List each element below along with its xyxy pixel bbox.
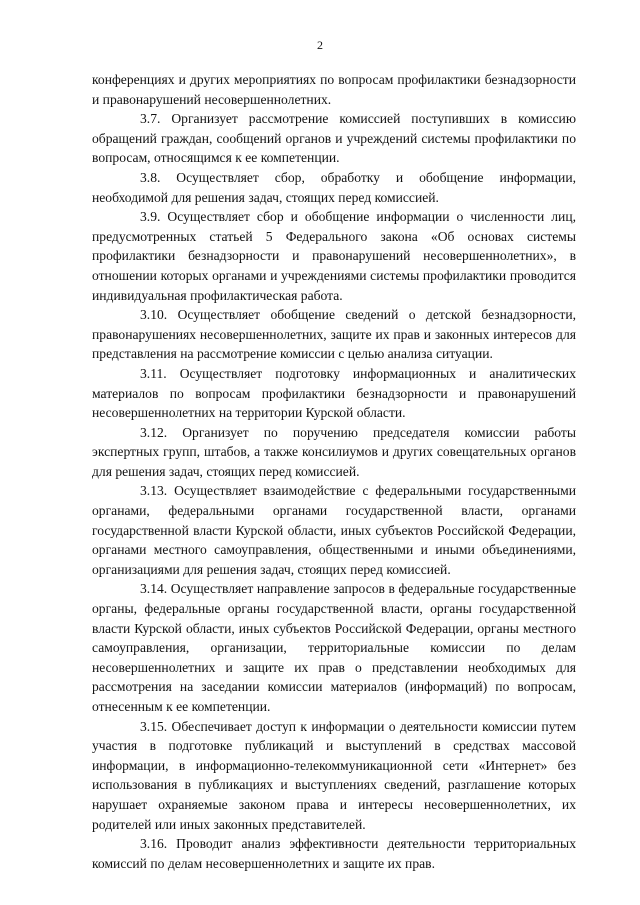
paragraph-continued: конференциях и других мероприятиях по вопросам профилактики безнадзорности и правонарушений несовершеннолетних. [92, 72, 576, 107]
page-number: 2 [317, 38, 323, 52]
paragraph-3-10: 3.10. Осуществляет обобщение сведений о детской безнадзорности, правонарушениях несовершеннолетних, защите их прав и законных интересов для представления на рассмотрение комиссии с целью анализа ситуации. [92, 307, 576, 362]
document-body [92, 70, 576, 873]
paragraph-3-13: 3.13. Осуществляет взаимодействие с федеральными государственными органами, федеральными органами государственной власти, органами государственной власти Курской области, иных субъектов Российской Федерации, органами местного самоуправления, общественными и иными объединениями, организациями для решения задач, стоящих перед комиссией. [92, 483, 576, 577]
paragraph-3-16: 3.16. Проводит анализ эффективности деятельности территориальных комиссий по делам несовершеннолетних и защите их прав. [92, 836, 576, 871]
paragraph-3-8: 3.8. Осуществляет сбор, обработку и обобщение информации, необходимой для решения задач, стоящих перед комиссией. [92, 169, 576, 205]
paragraph-3-9: 3.9. Осуществляет сбор и обобщение информации о численности лиц, предусмотренных статьей 5 Федерального закона «Об основах системы профилактики безнадзорности и правонарушений несовершеннолетних», в отношении которых органами и учреждениями системы профилактики проводится индивидуальная профилактическая работа. [92, 209, 576, 303]
paragraph-3-14: 3.14. Осуществляет направление запросов в федеральные государственные органы, федеральные органы государственной власти, органы государственной власти Курской области, иных субъектов Российской Федерации, органы местного самоуправления, организации, территориальные комиссии по делам несовершеннолетних и защите их прав о представлении необходимых для рассмотрения на заседании комиссии материалов (информаций) по вопросам, отнесенным к ее компетенции. [92, 581, 576, 714]
paragraph-3-7: 3.7. Организует рассмотрение комиссией поступивших в комиссию обращений граждан, сообщений органов и учреждений системы профилактики по вопросам, относящимся к ее компетенции. [92, 111, 576, 166]
paragraph-3-15: 3.15. Обеспечивает доступ к информации о деятельности комиссии путем участия в подготовке публикаций и выступлений в средствах массовой информации, в информационно-телекоммуникационной сети «Интернет» без использования в публикациях и выступлениях сведений, разглашение которых нарушает охраняемые законом права и интересы несовершеннолетних, их родителей или иных законных представителей. [92, 718, 576, 832]
paragraph-3-12: 3.12. Организует по поручению председателя комиссии работы экспертных групп, штабов, а также консилиумов и других совещательных органов для решения задач, стоящих перед комиссией. [92, 424, 576, 479]
paragraph-3-11: 3.11. Осуществляет подготовку информационных и аналитических материалов по вопросам профилактики безнадзорности и правонарушений несовершеннолетних на территории Курской области. [92, 365, 576, 421]
